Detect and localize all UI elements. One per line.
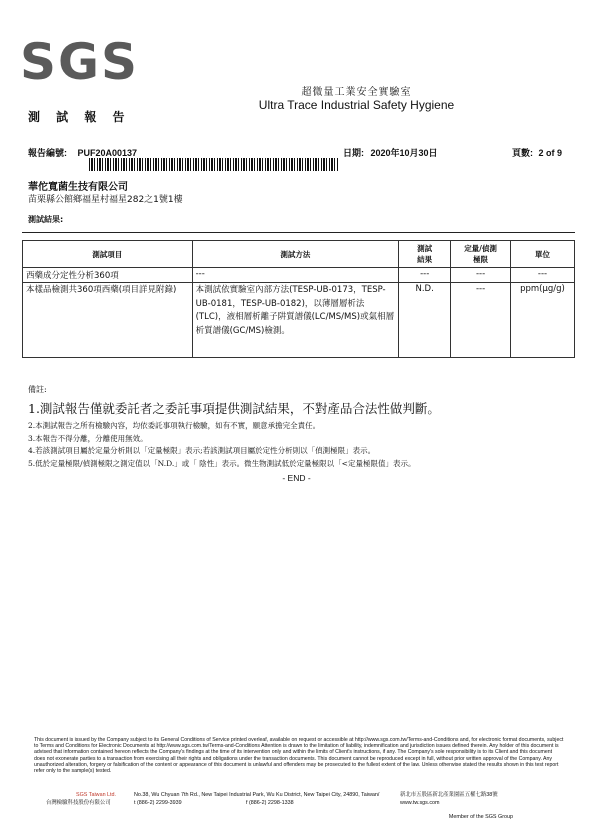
page-number-value: 2 of 9 [538, 148, 563, 158]
sgs-logo-text: SGS [20, 33, 140, 91]
cell-item: 西藥成分定性分析360項 [23, 268, 193, 283]
divider [22, 232, 575, 233]
notes-heading: 備註: [28, 385, 47, 394]
report-title: 測 試 報 告 [28, 110, 131, 124]
page-number [512, 146, 562, 159]
header-result: 測試 結果 [399, 241, 451, 268]
header-test-method: 測試方法 [192, 241, 399, 268]
disclaimer-text: This document is issued by the Company subject to its General Conditions of Service printed overleaf, available on request or accessible at http://www.sgs.com.tw/Terms-and-Conditions and, for electronic format documents, subject to Terms and Conditions for Electronic Documents at http://www.sgs.com.tw/Terms-and-Conditions Attention is drawn to the limitation of liability, indemnification and jurisdiction issues defined therein. Any holder of this document is advised that information contained hereon reflects the Company's findings at the time of its intervention only and within the limits of Client's instructions, if any. The Company's sole responsibility is to its Client and this document does not exonerate parties to a transaction from exercising all their rights and obligations under the transaction documents. This document cannot be reproduced except in full, without prior written approval of the Company. Any unauthorized alteration, forgery or falsification of the content or appearance of this document is unlawful and offenders may be prosecuted to the fullest extent of the law. Unless otherwise stated the results shown in this test report refer only to the sample(s) tested. [34, 737, 564, 775]
report-date [343, 146, 438, 159]
client-address: 苗栗縣公館鄉福星村福星282之1號1樓 [28, 195, 183, 205]
cell-unit: ppm(μg/g) [511, 283, 575, 358]
header-test-item: 測試項目 [23, 241, 193, 268]
table-row [23, 268, 575, 283]
table-header-row [23, 241, 575, 268]
cell-result: --- [399, 268, 451, 283]
report-number-label: 報告編號: [28, 148, 67, 158]
cell-unit: --- [511, 268, 575, 283]
cell-method: 本測試依實驗室內部方法(TESP-UB-0173，TESP-UB-0181，TESP-UB-0182)，以薄層層析法(TLC)，液相層析離子阱質譜儀(LC/MS/MS)或氣相層析質譜儀(GC/MS)檢測。 [192, 283, 399, 358]
lab-name-cn: 超微量工業安全實驗室 [301, 87, 412, 98]
lab-name-en: Ultra Trace Industrial Safety Hygiene [258, 98, 455, 112]
report-date-value: 2020年10月30日 [370, 148, 438, 158]
cell-limit: --- [451, 283, 511, 358]
note-item: 2.本測試報告之所有檢驗內容，均依委託事項執行檢驗，如有不實，願意承擔完全責任。 [28, 421, 321, 430]
cell-result: N.D. [399, 283, 451, 358]
member-of-sgs-group: Member of the SGS Group [448, 814, 513, 820]
cell-method: --- [192, 268, 399, 283]
footer-website[interactable]: www.tw.sgs.com [400, 800, 440, 806]
table-row [23, 283, 575, 358]
footer [34, 791, 564, 807]
report-number-value: PUF20A00137 [77, 148, 138, 158]
end-marker: - END - [282, 473, 311, 483]
header-limit: 定量/偵測 極限 [451, 241, 511, 268]
notes-section [28, 384, 578, 470]
note-item: 5.低於定量極限/偵測極限之測定值以「N.D.」或「 陰性」表示。微生物測試低於定量極限以「<定量極限值」表示。 [28, 458, 416, 468]
footer-phone: t (886-2) 2299-3939 [134, 800, 182, 806]
cell-item: 本樣品檢測共360項西藥(項目詳見附錄) [23, 283, 193, 358]
cell-limit: --- [451, 268, 511, 283]
footer-address-en: No.38, Wu Chyuan 7th Rd., New Taipei Industrial Park, Wu Ku District, New Taipei City, 24890, Taiwan/ [134, 792, 380, 798]
footer-company-en: SGS Taiwan Ltd. [76, 792, 117, 798]
header-unit: 單位 [511, 241, 575, 268]
results-table [22, 240, 575, 358]
footer-address-cn: 新北市五股區新北產業園區五權七路38號 [400, 792, 498, 798]
barcode [89, 158, 339, 171]
results-label: 測試結果: [28, 215, 64, 224]
note-item: 1.測試報告僅就委託者之委託事項提供測試結果，不對產品合法性做判斷。 [28, 401, 440, 416]
sgs-logo [20, 33, 140, 91]
footer-fax: f (886-2) 2298-1338 [246, 800, 294, 806]
note-item: 3.本報告不得分離，分離使用無效。 [28, 433, 148, 443]
report-date-label: 日期: [343, 148, 364, 158]
note-item: 4.若該測試項目屬於定量分析則以「定量極限」表示;若該測試項目屬於定性分析則以「偵測極限」表示。 [28, 446, 376, 455]
page-number-label: 頁數: [512, 148, 533, 158]
footer-company-cn: 台灣檢驗科技股份有限公司 [46, 800, 111, 806]
client-company: 華佗寬菌生技有限公司 [28, 182, 128, 193]
